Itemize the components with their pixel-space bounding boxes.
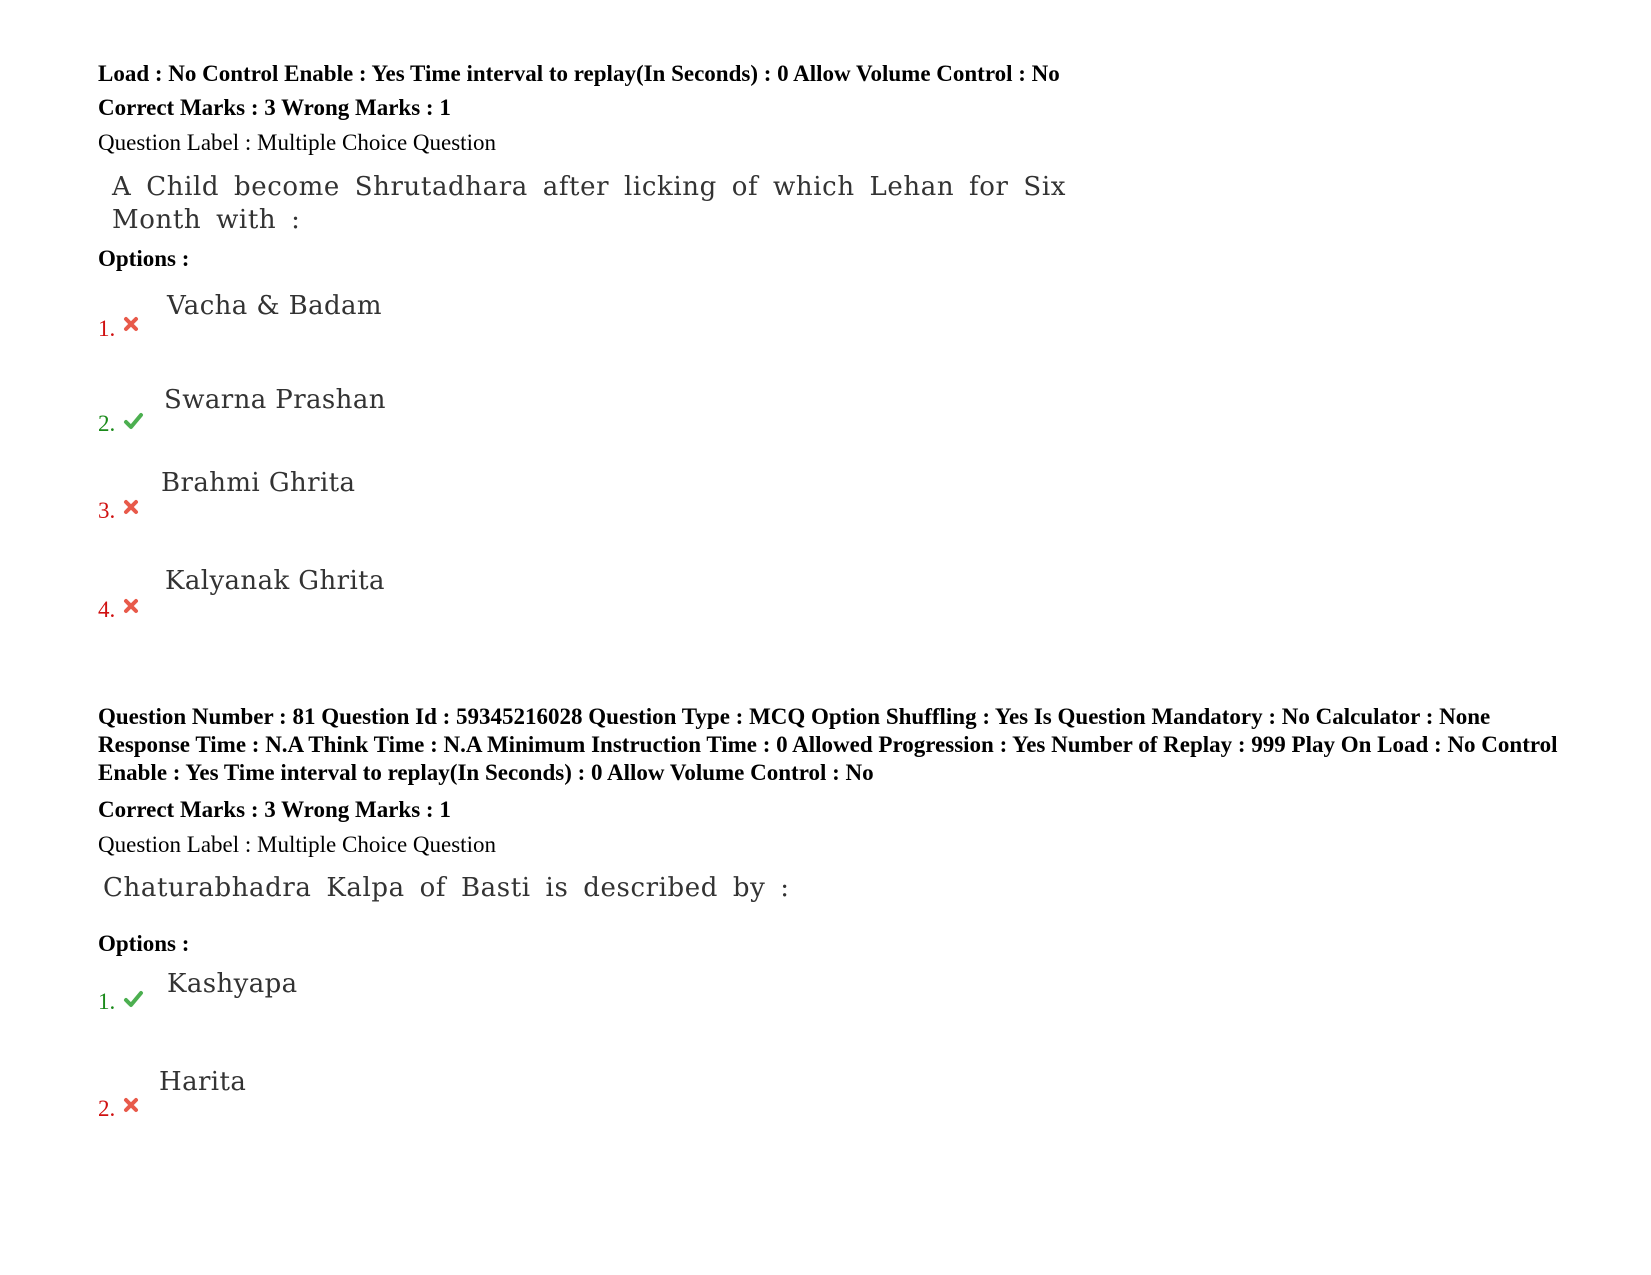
check-icon xyxy=(121,989,145,1009)
cross-icon xyxy=(121,497,141,517)
option-text: Vacha & Badam xyxy=(167,291,382,321)
option-number: 3. xyxy=(98,498,116,523)
option-number: 2. xyxy=(98,411,116,436)
question-text-line-2: Month with : xyxy=(112,205,301,235)
options-heading: Options : xyxy=(98,246,190,271)
option-number: 1. xyxy=(98,989,116,1014)
option-item xyxy=(98,596,141,624)
cross-icon xyxy=(121,1095,141,1115)
marks-line: Correct Marks : 3 Wrong Marks : 1 xyxy=(98,797,451,822)
cross-icon xyxy=(121,596,141,616)
option-text: Swarna Prashan xyxy=(164,385,386,415)
option-text: Harita xyxy=(159,1067,247,1097)
marks-line: Correct Marks : 3 Wrong Marks : 1 xyxy=(98,95,451,120)
option-item xyxy=(98,1095,141,1123)
options-heading: Options : xyxy=(98,931,190,956)
question-label: Question Label : Multiple Choice Question xyxy=(98,130,496,155)
option-item xyxy=(98,497,141,525)
question-text: Chaturabhadra Kalpa of Basti is described by : xyxy=(103,873,790,903)
option-text: Kalyanak Ghrita xyxy=(165,566,385,596)
option-number: 2. xyxy=(98,1096,116,1121)
question-label: Question Label : Multiple Choice Question xyxy=(98,832,496,857)
check-icon xyxy=(121,411,145,431)
question-meta-line: Load : No Control Enable : Yes Time interval to replay(In Seconds) : 0 Allow Volume Control : No xyxy=(98,61,1060,86)
option-text: Brahmi Ghrita xyxy=(161,468,356,498)
option-number: 4. xyxy=(98,597,116,622)
cross-icon xyxy=(121,314,141,334)
question-meta-block: Question Number : 81 Question Id : 59345216028 Question Type : MCQ Option Shuffling : Yes Is Question Mandatory : No Calculator : None Response Time : N.A Think Time : N.A Minimum Instruction Time : 0 Allowed Progression : Yes Number of Replay : 999 Play On Load : No Control Enable : Yes Time interval to replay(In Seconds) : 0 Allow Volume Control : No xyxy=(98,704,1558,785)
option-item xyxy=(98,410,145,438)
option-item xyxy=(98,988,145,1016)
option-item xyxy=(98,315,141,343)
option-text: Kashyapa xyxy=(167,969,298,999)
question-text-line-1: A Child become Shrutadhara after licking of which Lehan for Six xyxy=(112,172,1066,202)
option-number: 1. xyxy=(98,316,116,341)
